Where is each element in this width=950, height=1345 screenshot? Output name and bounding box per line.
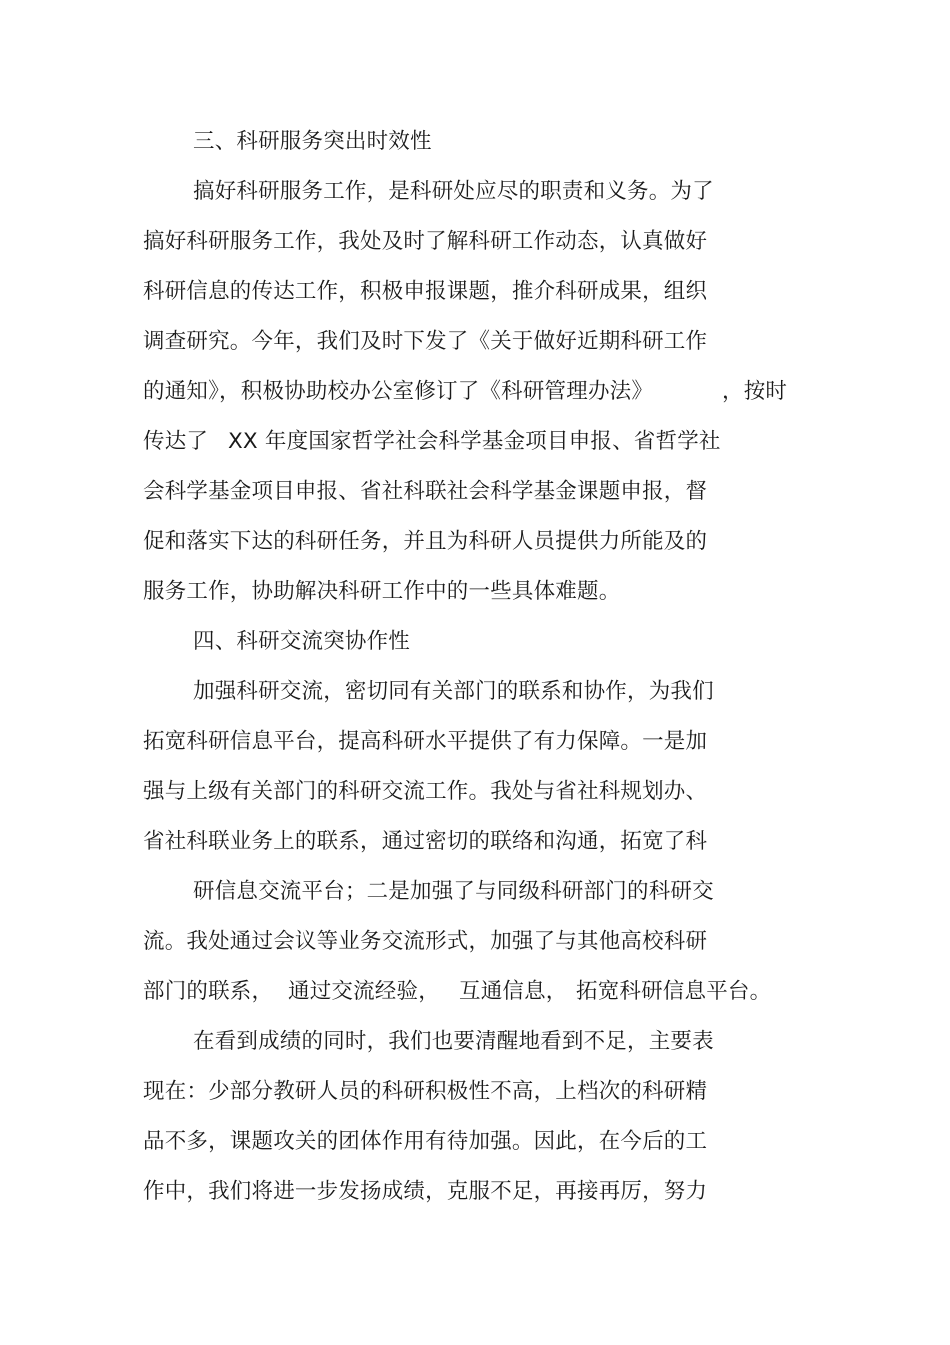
paragraph-line: 搞好科研服务工作，是科研处应尽的职责和义务。为了 [193, 179, 714, 204]
paragraph-line: 传达了 [143, 429, 209, 454]
paragraph-line-fragment: ，按时 [722, 379, 788, 404]
paragraph-line-fragment: 通过交流经验， [288, 979, 440, 1004]
paragraph-line: 会科学基金项目申报、省社科联社会科学基金课题申报，督 [143, 479, 708, 504]
paragraph-line: 作中，我们将进一步发扬成绩，克服不足，再接再厉，努力 [143, 1179, 708, 1204]
paragraph-line-fragment: 拓宽科研信息平台。 [576, 979, 772, 1004]
paragraph-line: 拓宽科研信息平台，提高科研水平提供了有力保障。一是加 [143, 729, 708, 754]
paragraph-line: 科研信息的传达工作，积极申报课题，推介科研成果，组织 [143, 279, 708, 304]
paragraph-line-fragment: XX 年度国家哲学社会科学基金项目申报、省哲学社 [228, 429, 721, 454]
paragraph-line: 促和落实下达的科研任务，并且为科研人员提供力所能及的 [143, 529, 708, 554]
paragraph-line: 加强科研交流，密切同有关部门的联系和协作，为我们 [193, 679, 714, 704]
paragraph-line: 的通知》，积极协助校办公室修订了《科研管理办法》 [143, 379, 654, 404]
paragraph-line-fragment: 互通信息， [459, 979, 568, 1004]
paragraph-line: 研信息交流平台；二是加强了与同级科研部门的科研交 [193, 879, 714, 904]
paragraph-line: 强与上级有关部门的科研交流工作。我处与省社科规划办、 [143, 779, 708, 804]
paragraph-line: 服务工作，协助解决科研工作中的一些具体难题。 [143, 579, 621, 604]
section-heading: 三、科研服务突出时效性 [193, 129, 432, 154]
paragraph-line: 在看到成绩的同时，我们也要清醒地看到不足，主要表 [193, 1029, 714, 1054]
paragraph-line: 省社科联业务上的联系，通过密切的联络和沟通，拓宽了科 [143, 829, 708, 854]
paragraph-line: 部门的联系， [143, 979, 274, 1004]
paragraph-line: 搞好科研服务工作，我处及时了解科研工作动态，认真做好 [143, 229, 708, 254]
paragraph-line: 现在：少部分教研人员的科研积极性不高，上档次的科研精 [143, 1079, 708, 1104]
paragraph-line: 流。我处通过会议等业务交流形式，加强了与其他高校科研 [143, 929, 708, 954]
paragraph-line: 品不多，课题攻关的团体作用有待加强。因此，在今后的工 [143, 1129, 708, 1154]
paragraph-line: 调查研究。今年，我们及时下发了《关于做好近期科研工作 [143, 329, 708, 354]
section-heading: 四、科研交流突协作性 [193, 629, 411, 654]
